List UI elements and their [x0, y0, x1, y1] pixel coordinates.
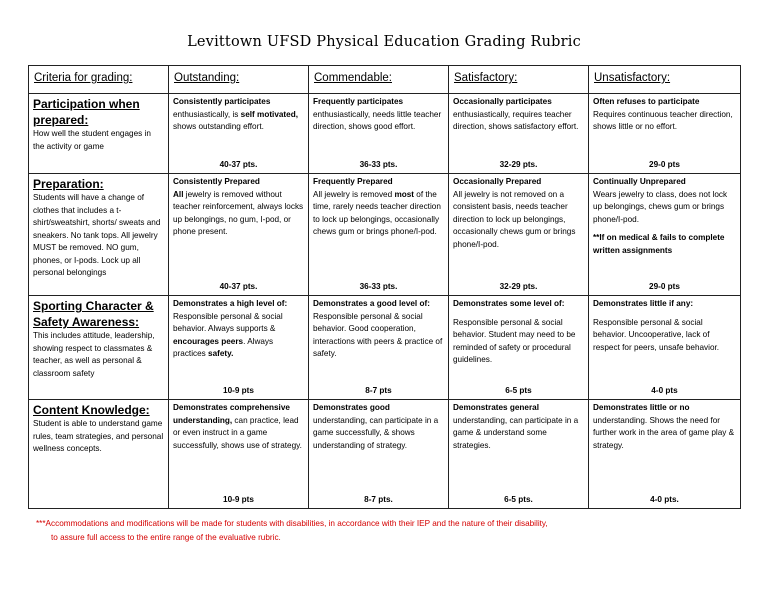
row-preparation	[29, 174, 741, 296]
criteria-description: Student is able to understand game rules, team strategies, and personal wellness concepts.	[33, 419, 164, 453]
rubric-table	[28, 65, 741, 509]
cell-participation-unsatisfactory: Often refuses to participate Requires continuous teacher direction, shows little or no effort. 29-0 pts	[589, 94, 741, 174]
row-content	[29, 400, 741, 509]
points: 4-0 pts	[651, 385, 678, 395]
cell-preparation-satisfactory: Occasionally Prepared All jewelry is not removed on a consistent basis, needs teacher direction to lock up belongings, occasionally chews gum or brings phone/I-pod. 32-29 pts.	[449, 174, 589, 296]
points: 6-5 pts.	[504, 494, 533, 504]
points: 36-33 pts.	[359, 159, 398, 169]
header-satisfactory: Satisfactory:	[449, 66, 589, 94]
cell-content-outstanding: Demonstrates comprehensive understanding, can practice, lead or even instruct in a game successfully, shows use of strategy. 10-9 pts	[169, 400, 309, 509]
cell-participation-commendable: Frequently participates enthusiastically, needs little teacher direction, shows good effort. 36-33 pts.	[309, 94, 449, 174]
header-unsatisfactory: Unsatisfactory:	[589, 66, 741, 94]
points: 40-37 pts.	[219, 281, 258, 291]
criteria-title: Sporting Character & Safety Awareness:	[33, 299, 154, 329]
header-outstanding: Outstanding:	[169, 66, 309, 94]
points: 4-0 pts.	[650, 494, 679, 504]
criteria-description: How well the student engages in the activity or game	[33, 129, 151, 151]
points: 8-7 pts	[365, 385, 392, 395]
criteria-preparation	[29, 174, 169, 296]
header-commendable: Commendable:	[309, 66, 449, 94]
cell-participation-satisfactory: Occasionally participates enthusiastically, requires teacher direction, shows satisfactory effort. 32-29 pts.	[449, 94, 589, 174]
header-row	[29, 66, 741, 94]
points: 40-37 pts.	[219, 159, 258, 169]
row-sporting	[29, 296, 741, 400]
points: 36-33 pts.	[359, 281, 398, 291]
criteria-title: Preparation:	[33, 177, 104, 191]
cell-sporting-unsatisfactory: Demonstrates little if any: Responsible personal & social behavior. Uncooperative, lack of respect for peers, unsafe behavior. 4-0 pts	[589, 296, 741, 400]
criteria-description: This includes attitude, leadership, showing respect to classmates & teacher, as well as personal & classroom safety	[33, 331, 155, 378]
header-criteria: Criteria for grading:	[29, 66, 169, 94]
criteria-sporting	[29, 296, 169, 400]
footnote-line-1: ***Accommodations and modifications will be made for students with disabilities, in accordance with their IEP and the nature of their disability,	[36, 519, 548, 528]
cell-preparation-outstanding: Consistently Prepared All jewelry is removed without teacher reinforcement, always locks up belongings, no gum, I-pod, or phone present. 40-37 pts.	[169, 174, 309, 296]
cell-preparation-unsatisfactory: Continually Unprepared Wears jewelry to class, does not lock up belongings, chews gum or brings phone/I-pod. **If on medical & fails to complete written assignments 29-0 pts	[589, 174, 741, 296]
row-participation	[29, 94, 741, 174]
footnote-line-2: to assure full access to the entire range of the evaluative rubric.	[51, 532, 281, 542]
cell-sporting-satisfactory: Demonstrates some level of: Responsible personal & social behavior. Student may need to be reminded of safety or procedural guidelines. 6-5 pts	[449, 296, 589, 400]
criteria-title: Content Knowledge:	[33, 403, 150, 417]
points: 10-9 pts	[223, 494, 254, 504]
accommodation-footnote	[36, 517, 756, 544]
medical-note: **If on medical & fails to complete written assignments	[593, 233, 725, 255]
cell-sporting-commendable: Demonstrates a good level of: Responsible personal & social behavior. Good cooperation, interactions with peers & practice of safety. 8-7 pts	[309, 296, 449, 400]
points: 32-29 pts.	[499, 159, 538, 169]
points: 29-0 pts	[649, 281, 680, 291]
points: 32-29 pts.	[499, 281, 538, 291]
cell-content-satisfactory: Demonstrates general understanding, can participate in a game & understand some strategies. 6-5 pts.	[449, 400, 589, 509]
criteria-title: Participation when prepared:	[33, 97, 140, 127]
criteria-content	[29, 400, 169, 509]
points: 8-7 pts.	[364, 494, 393, 504]
cell-preparation-commendable: Frequently Prepared All jewelry is removed most of the time, rarely needs teacher direction to lock up belongings, occasionally chews gum or brings phone/I-pod. 36-33 pts.	[309, 174, 449, 296]
cell-participation-outstanding: Consistently participates enthusiastically, is self motivated, shows outstanding effort. 40-37 pts.	[169, 94, 309, 174]
points: 29-0 pts	[649, 159, 680, 169]
criteria-description: Students will have a change of clothes that includes a t-shirt/sweatshirt, shorts/ sweats and sneakers. No tank tops. All jewelry MUST be removed. NO gum, phones, or I-pods. Lock up all personal belongings	[33, 193, 161, 277]
points: 6-5 pts	[505, 385, 532, 395]
criteria-participation	[29, 94, 169, 174]
page-title: Levittown UFSD Physical Education Grading Rubric	[187, 34, 581, 50]
cell-sporting-outstanding: Demonstrates a high level of: Responsible personal & social behavior. Always supports & encourages peers. Always practices safety. 10-9 pts	[169, 296, 309, 400]
cell-content-unsatisfactory: Demonstrates little or no understanding. Shows the need for further work in the area of game play & strategy. 4-0 pts.	[589, 400, 741, 509]
points: 10-9 pts	[223, 385, 254, 395]
cell-content-commendable: Demonstrates good understanding, can participate in a game successfully, & shows understanding of strategy. 8-7 pts.	[309, 400, 449, 509]
